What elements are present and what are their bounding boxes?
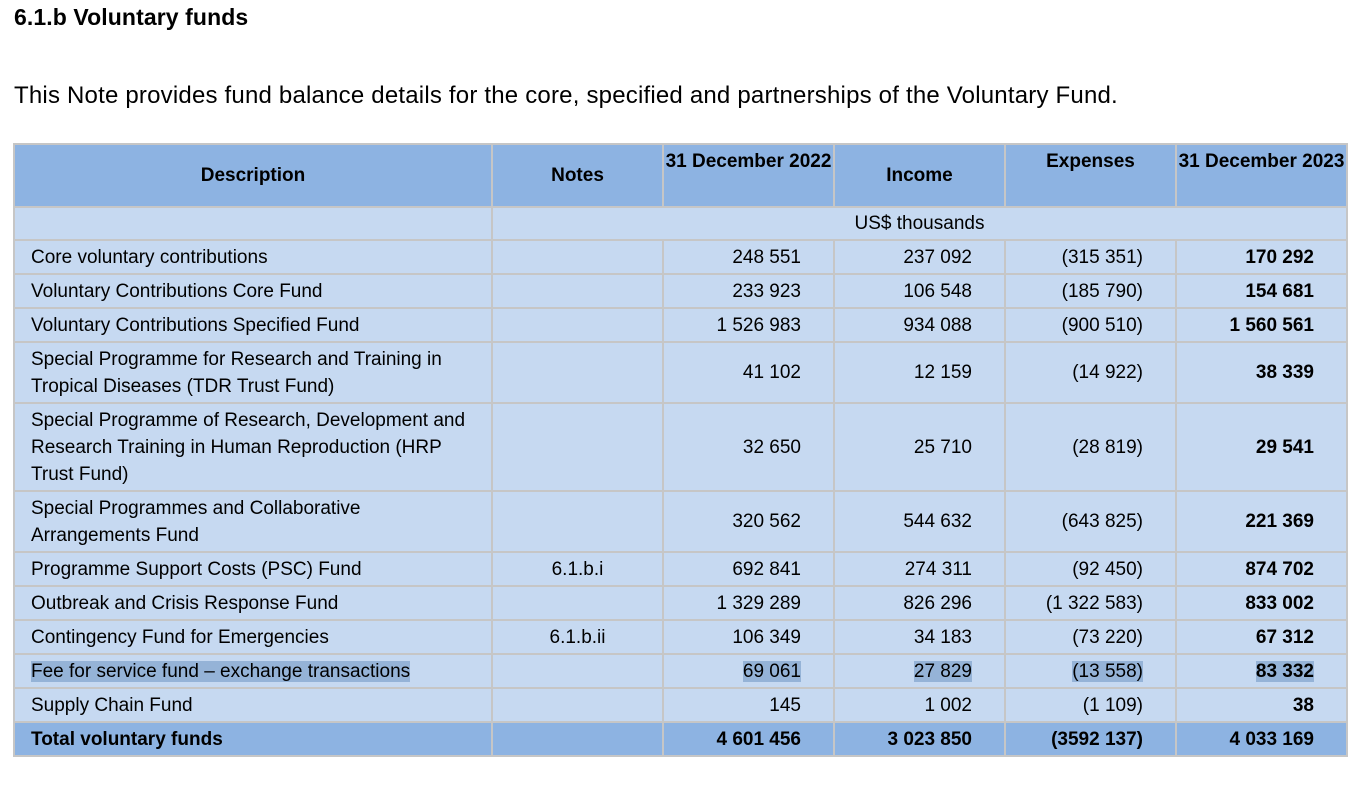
row-income: 826 296	[834, 586, 1005, 620]
selected-text[interactable]: (13 558)	[1072, 660, 1143, 682]
row-notes	[492, 586, 663, 620]
total-notes	[492, 722, 663, 756]
row-expenses: (1 109)	[1005, 688, 1176, 722]
row-description: Programme Support Costs (PSC) Fund	[14, 552, 492, 586]
row-expenses: (14 922)	[1005, 342, 1176, 403]
row-dec-2022: 145	[663, 688, 834, 722]
total-dec-2022: 4 601 456	[663, 722, 834, 756]
selected-text[interactable]: 83 332	[1255, 660, 1314, 682]
row-income: 544 632	[834, 491, 1005, 552]
row-description: Voluntary Contributions Core Fund	[14, 274, 492, 308]
header-description: Description	[14, 144, 492, 207]
row-income: 12 159	[834, 342, 1005, 403]
total-description: Total voluntary funds	[14, 722, 492, 756]
selected-text[interactable]: 27 829	[913, 660, 972, 682]
table-row	[14, 308, 1347, 342]
row-notes: 6.1.b.i	[492, 552, 663, 586]
row-expenses: (185 790)	[1005, 274, 1176, 308]
row-description: Special Programme of Research, Development and Research Training in Human Reproduction (HRP Trust Fund)	[14, 403, 492, 491]
row-notes: 6.1.b.ii	[492, 620, 663, 654]
row-dec-2023: 154 681	[1176, 274, 1347, 308]
row-dec-2022	[663, 654, 834, 688]
row-description: Special Programme for Research and Training in Tropical Diseases (TDR Trust Fund)	[14, 342, 492, 403]
row-description	[14, 654, 492, 688]
table-header-row	[14, 144, 1347, 207]
table-row	[14, 552, 1347, 586]
row-income: 1 002	[834, 688, 1005, 722]
row-expenses	[1005, 654, 1176, 688]
total-dec-2023: 4 033 169	[1176, 722, 1347, 756]
row-expenses: (1 322 583)	[1005, 586, 1176, 620]
row-notes	[492, 688, 663, 722]
row-expenses: (28 819)	[1005, 403, 1176, 491]
table-row	[14, 620, 1347, 654]
row-income: 274 311	[834, 552, 1005, 586]
header-income: Income	[834, 144, 1005, 207]
row-expenses: (315 351)	[1005, 240, 1176, 274]
table-row	[14, 342, 1347, 403]
row-notes	[492, 308, 663, 342]
row-dec-2023: 170 292	[1176, 240, 1347, 274]
row-expenses: (900 510)	[1005, 308, 1176, 342]
voluntary-funds-table	[13, 143, 1348, 757]
units-label: US$ thousands	[492, 207, 1347, 240]
row-dec-2022: 41 102	[663, 342, 834, 403]
units-spacer	[14, 207, 492, 240]
row-notes	[492, 654, 663, 688]
header-dec-2023: 31 December 2023	[1176, 144, 1347, 207]
row-income: 934 088	[834, 308, 1005, 342]
row-expenses: (92 450)	[1005, 552, 1176, 586]
row-description: Core voluntary contributions	[14, 240, 492, 274]
row-dec-2023: 833 002	[1176, 586, 1347, 620]
row-dec-2023: 874 702	[1176, 552, 1347, 586]
row-expenses: (73 220)	[1005, 620, 1176, 654]
row-income: 237 092	[834, 240, 1005, 274]
row-dec-2022: 320 562	[663, 491, 834, 552]
row-dec-2023: 221 369	[1176, 491, 1347, 552]
total-row	[14, 722, 1347, 756]
row-description: Voluntary Contributions Specified Fund	[14, 308, 492, 342]
row-income: 106 548	[834, 274, 1005, 308]
row-income	[834, 654, 1005, 688]
header-dec-2022: 31 December 2022	[663, 144, 834, 207]
row-notes	[492, 240, 663, 274]
row-description: Contingency Fund for Emergencies	[14, 620, 492, 654]
total-expenses: (3592 137)	[1005, 722, 1176, 756]
row-dec-2022: 106 349	[663, 620, 834, 654]
row-notes	[492, 403, 663, 491]
row-notes	[492, 491, 663, 552]
table-row	[14, 491, 1347, 552]
table-row	[14, 403, 1347, 491]
row-dec-2022: 233 923	[663, 274, 834, 308]
row-income: 34 183	[834, 620, 1005, 654]
row-notes	[492, 274, 663, 308]
section-heading: 6.1.b Voluntary funds	[14, 4, 249, 30]
table-row	[14, 688, 1347, 722]
header-expenses: Expenses	[1005, 144, 1176, 207]
row-notes	[492, 342, 663, 403]
row-dec-2023: 38 339	[1176, 342, 1347, 403]
row-dec-2022: 692 841	[663, 552, 834, 586]
selected-text[interactable]: 69 061	[742, 660, 801, 682]
row-dec-2023: 38	[1176, 688, 1347, 722]
table-row	[14, 240, 1347, 274]
selected-text[interactable]: Fee for service fund – exchange transactions	[31, 660, 411, 682]
intro-paragraph: This Note provides fund balance details for the core, specified and partnerships of the Voluntary Fund.	[14, 82, 1118, 109]
table-row	[14, 586, 1347, 620]
row-dec-2022: 1 329 289	[663, 586, 834, 620]
row-dec-2023: 1 560 561	[1176, 308, 1347, 342]
table-row-selected	[14, 654, 1347, 688]
row-description: Special Programmes and Collaborative Arrangements Fund	[14, 491, 492, 552]
row-dec-2022: 32 650	[663, 403, 834, 491]
row-dec-2022: 248 551	[663, 240, 834, 274]
row-dec-2023	[1176, 654, 1347, 688]
header-notes: Notes	[492, 144, 663, 207]
row-dec-2023: 29 541	[1176, 403, 1347, 491]
row-description: Supply Chain Fund	[14, 688, 492, 722]
row-income: 25 710	[834, 403, 1005, 491]
row-expenses: (643 825)	[1005, 491, 1176, 552]
total-income: 3 023 850	[834, 722, 1005, 756]
row-dec-2023: 67 312	[1176, 620, 1347, 654]
row-dec-2022: 1 526 983	[663, 308, 834, 342]
table-row	[14, 274, 1347, 308]
units-row	[14, 207, 1347, 240]
row-description: Outbreak and Crisis Response Fund	[14, 586, 492, 620]
